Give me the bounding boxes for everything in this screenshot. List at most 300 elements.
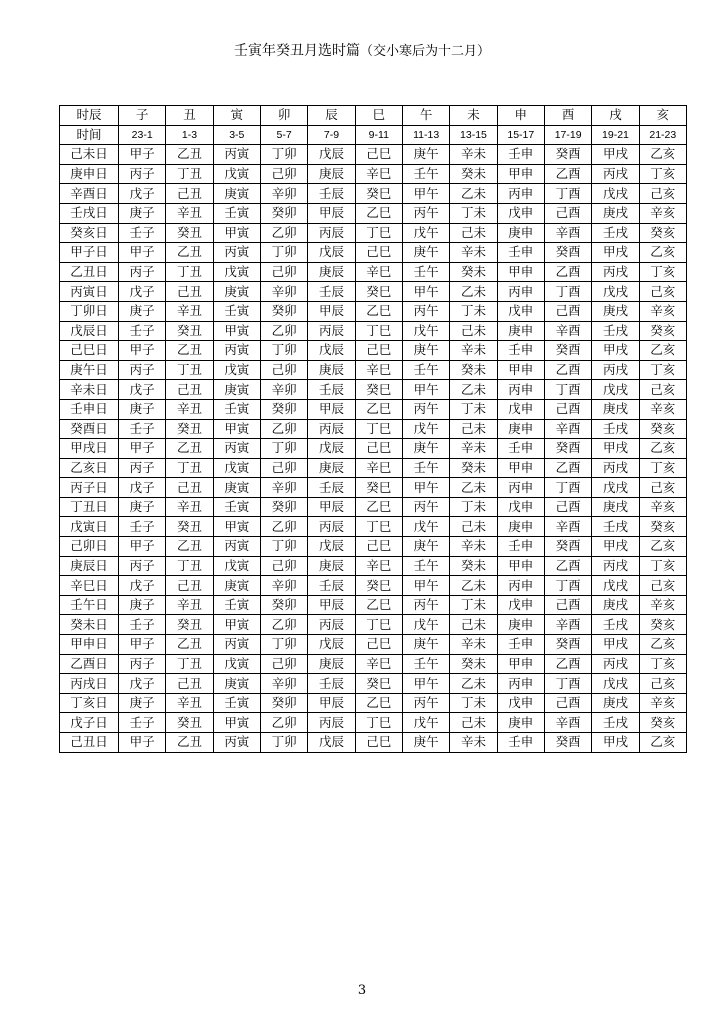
hour-pillar-cell: 丙午 [402, 693, 449, 713]
hour-pillar-cell: 癸巳 [355, 380, 402, 400]
hour-pillar-cell: 癸未 [450, 360, 497, 380]
hour-pillar-cell: 甲戌 [592, 537, 639, 557]
hour-pillar-cell: 甲辰 [308, 399, 355, 419]
hour-pillar-cell: 己未 [450, 615, 497, 635]
hour-pillar-cell: 癸酉 [544, 341, 591, 361]
hour-pillar-cell: 癸酉 [544, 537, 591, 557]
hour-pillar-cell: 癸巳 [355, 478, 402, 498]
branch-header-cell: 酉 [544, 106, 591, 126]
hour-pillar-cell: 乙亥 [639, 145, 686, 165]
table-row [60, 733, 687, 753]
table-row [60, 713, 687, 733]
hour-pillar-cell: 庚戌 [592, 595, 639, 615]
hour-pillar-cell: 癸未 [450, 556, 497, 576]
hour-pillar-cell: 壬申 [497, 733, 544, 753]
hour-pillar-cell: 丙午 [402, 203, 449, 223]
hour-pillar-cell: 丁酉 [544, 282, 591, 302]
hour-pillar-cell: 乙酉 [544, 654, 591, 674]
hour-pillar-cell: 丁亥 [639, 458, 686, 478]
time-range-cell: 13-15 [450, 125, 497, 145]
hour-pillar-cell: 丙子 [119, 654, 166, 674]
day-label-cell: 庚申日 [60, 164, 119, 184]
hour-pillar-cell: 庚寅 [213, 184, 260, 204]
day-label-cell: 戊子日 [60, 713, 119, 733]
hour-pillar-cell: 戊子 [119, 184, 166, 204]
hour-pillar-cell: 辛未 [450, 635, 497, 655]
hour-pillar-cell: 甲申 [497, 164, 544, 184]
day-label-cell: 癸未日 [60, 615, 119, 635]
day-label-cell: 壬申日 [60, 399, 119, 419]
hour-pillar-cell: 癸亥 [639, 321, 686, 341]
hour-pillar-cell: 壬子 [119, 713, 166, 733]
hour-pillar-cell: 庚寅 [213, 282, 260, 302]
hour-pillar-cell: 辛卯 [260, 380, 307, 400]
hour-pillar-cell: 戊申 [497, 399, 544, 419]
hour-pillar-cell: 丁卯 [260, 733, 307, 753]
hour-pillar-cell: 戊戌 [592, 282, 639, 302]
hour-pillar-cell: 辛卯 [260, 478, 307, 498]
hour-pillar-cell: 戊辰 [308, 439, 355, 459]
hour-pillar-cell: 丙子 [119, 262, 166, 282]
hour-pillar-cell: 辛丑 [166, 203, 213, 223]
table-row [60, 556, 687, 576]
hour-pillar-cell: 乙亥 [639, 635, 686, 655]
time-range-cell: 1-3 [166, 125, 213, 145]
hour-pillar-cell: 壬戌 [592, 517, 639, 537]
hour-pillar-cell: 癸卯 [260, 203, 307, 223]
hour-pillar-cell: 庚申 [497, 419, 544, 439]
hour-pillar-cell: 丁巳 [355, 321, 402, 341]
hour-pillar-cell: 戊寅 [213, 654, 260, 674]
hour-pillar-cell: 乙卯 [260, 321, 307, 341]
hour-pillar-cell: 壬午 [402, 360, 449, 380]
hour-pillar-cell: 乙卯 [260, 713, 307, 733]
branch-header-cell: 申 [497, 106, 544, 126]
hour-pillar-cell: 壬戌 [592, 615, 639, 635]
hour-pillar-cell: 辛酉 [544, 419, 591, 439]
hour-pillar-cell: 戊辰 [308, 537, 355, 557]
hour-pillar-cell: 乙酉 [544, 164, 591, 184]
hour-pillar-cell: 丙戌 [592, 458, 639, 478]
hour-pillar-cell: 壬寅 [213, 301, 260, 321]
hour-pillar-cell: 丙寅 [213, 145, 260, 165]
row-label: 时辰 [60, 106, 119, 126]
hour-pillar-cell: 乙丑 [166, 145, 213, 165]
hour-pillar-cell: 癸酉 [544, 439, 591, 459]
hour-pillar-cell: 乙未 [450, 576, 497, 596]
hour-pillar-cell: 己卯 [260, 164, 307, 184]
hour-pillar-cell: 癸巳 [355, 674, 402, 694]
hour-pillar-cell: 壬寅 [213, 203, 260, 223]
hour-pillar-cell: 癸丑 [166, 517, 213, 537]
hour-pillar-cell: 甲辰 [308, 595, 355, 615]
hour-pillar-cell: 乙丑 [166, 439, 213, 459]
hour-pillar-cell: 乙亥 [639, 243, 686, 263]
table-row [60, 419, 687, 439]
hour-pillar-cell: 戊寅 [213, 164, 260, 184]
hour-pillar-cell: 己酉 [544, 399, 591, 419]
hour-pillar-cell: 丙戌 [592, 164, 639, 184]
hour-pillar-cell: 戊午 [402, 517, 449, 537]
hour-pillar-cell: 壬子 [119, 419, 166, 439]
hour-pillar-cell: 丁巳 [355, 713, 402, 733]
hour-pillar-cell: 壬申 [497, 439, 544, 459]
hour-pillar-cell: 戊子 [119, 576, 166, 596]
table-row [60, 674, 687, 694]
hour-pillar-cell: 丁卯 [260, 145, 307, 165]
day-label-cell: 己未日 [60, 145, 119, 165]
hour-pillar-cell: 戊子 [119, 380, 166, 400]
hour-pillar-cell: 丙申 [497, 282, 544, 302]
hour-pillar-cell: 戊寅 [213, 556, 260, 576]
header-row-times [60, 125, 687, 145]
hour-pillar-cell: 戊戌 [592, 380, 639, 400]
hour-pillar-cell: 壬寅 [213, 497, 260, 517]
hour-pillar-cell: 戊戌 [592, 184, 639, 204]
hour-pillar-cell: 辛卯 [260, 282, 307, 302]
hour-pillar-cell: 壬午 [402, 458, 449, 478]
hour-pillar-cell: 乙亥 [639, 439, 686, 459]
hour-pillar-cell: 戊午 [402, 713, 449, 733]
hour-pillar-cell: 甲寅 [213, 223, 260, 243]
hour-pillar-cell: 辛亥 [639, 203, 686, 223]
hour-pillar-cell: 丁丑 [166, 556, 213, 576]
day-label-cell: 庚午日 [60, 360, 119, 380]
hour-pillar-cell: 癸卯 [260, 399, 307, 419]
hour-pillar-cell: 癸亥 [639, 517, 686, 537]
hour-pillar-cell: 辛卯 [260, 184, 307, 204]
table-row [60, 203, 687, 223]
hour-pillar-cell: 乙酉 [544, 458, 591, 478]
hour-pillar-cell: 庚申 [497, 713, 544, 733]
hour-pillar-cell: 己未 [450, 419, 497, 439]
table-row [60, 321, 687, 341]
hour-pillar-cell: 丁未 [450, 595, 497, 615]
branch-header-cell: 戌 [592, 106, 639, 126]
table-row [60, 478, 687, 498]
hour-pillar-cell: 丁丑 [166, 262, 213, 282]
hour-pillar-cell: 壬子 [119, 517, 166, 537]
hour-pillar-cell: 丁丑 [166, 360, 213, 380]
hour-pillar-cell: 戊午 [402, 419, 449, 439]
hour-pillar-cell: 癸未 [450, 262, 497, 282]
hour-pillar-cell: 丁未 [450, 301, 497, 321]
hour-pillar-cell: 甲午 [402, 380, 449, 400]
hour-pillar-cell: 丁丑 [166, 654, 213, 674]
hour-pillar-cell: 庚寅 [213, 674, 260, 694]
hour-pillar-cell: 己未 [450, 223, 497, 243]
day-label-cell: 甲申日 [60, 635, 119, 655]
hour-pillar-cell: 丁亥 [639, 556, 686, 576]
hour-pillar-cell: 辛巳 [355, 556, 402, 576]
table-row [60, 184, 687, 204]
hour-pillar-cell: 乙未 [450, 184, 497, 204]
hour-pillar-cell: 甲申 [497, 360, 544, 380]
hour-pillar-cell: 甲子 [119, 635, 166, 655]
hour-pillar-cell: 壬申 [497, 145, 544, 165]
hour-pillar-cell: 己丑 [166, 478, 213, 498]
hour-pillar-cell: 癸卯 [260, 497, 307, 517]
hour-pillar-cell: 戊戌 [592, 674, 639, 694]
hour-pillar-cell: 乙卯 [260, 223, 307, 243]
hour-pillar-cell: 丁巳 [355, 615, 402, 635]
time-range-cell: 7-9 [308, 125, 355, 145]
table-row [60, 223, 687, 243]
hour-pillar-cell: 丙戌 [592, 654, 639, 674]
hour-pillar-cell: 壬寅 [213, 399, 260, 419]
day-label-cell: 丙戌日 [60, 674, 119, 694]
hour-pillar-cell: 癸亥 [639, 419, 686, 439]
hour-pillar-cell: 丙午 [402, 301, 449, 321]
time-range-cell: 17-19 [544, 125, 591, 145]
day-label-cell: 癸酉日 [60, 419, 119, 439]
hour-pillar-cell: 庚午 [402, 243, 449, 263]
hour-pillar-cell: 癸卯 [260, 693, 307, 713]
day-label-cell: 辛酉日 [60, 184, 119, 204]
hour-pillar-cell: 乙亥 [639, 733, 686, 753]
hour-pillar-cell: 庚寅 [213, 478, 260, 498]
hour-pillar-cell: 庚子 [119, 497, 166, 517]
hour-pillar-cell: 乙酉 [544, 360, 591, 380]
hour-pillar-cell: 丁未 [450, 399, 497, 419]
hour-pillar-cell: 戊戌 [592, 478, 639, 498]
hour-pillar-cell: 乙卯 [260, 615, 307, 635]
hour-pillar-cell: 庚寅 [213, 576, 260, 596]
hour-pillar-cell: 癸酉 [544, 145, 591, 165]
hour-pillar-cell: 庚午 [402, 537, 449, 557]
hour-pillar-cell: 甲子 [119, 439, 166, 459]
hour-pillar-cell: 己丑 [166, 184, 213, 204]
table-row [60, 439, 687, 459]
hour-pillar-cell: 丙寅 [213, 537, 260, 557]
day-label-cell: 庚辰日 [60, 556, 119, 576]
hour-pillar-cell: 甲寅 [213, 713, 260, 733]
hour-pillar-cell: 丙辰 [308, 615, 355, 635]
table-row [60, 615, 687, 635]
day-label-cell: 甲戌日 [60, 439, 119, 459]
hour-pillar-cell: 癸酉 [544, 635, 591, 655]
time-range-cell: 19-21 [592, 125, 639, 145]
hour-pillar-cell: 乙丑 [166, 635, 213, 655]
hour-pillar-cell: 辛亥 [639, 595, 686, 615]
hour-pillar-cell: 壬子 [119, 223, 166, 243]
hour-pillar-cell: 甲午 [402, 478, 449, 498]
hour-pillar-cell: 丁未 [450, 693, 497, 713]
hour-pillar-cell: 己巳 [355, 537, 402, 557]
hour-pillar-cell: 癸丑 [166, 321, 213, 341]
hour-pillar-cell: 辛巳 [355, 654, 402, 674]
hour-pillar-cell: 丙寅 [213, 635, 260, 655]
hour-pillar-cell: 己亥 [639, 478, 686, 498]
hour-pillar-cell: 甲戌 [592, 439, 639, 459]
hour-pillar-cell: 己酉 [544, 203, 591, 223]
hour-pillar-cell: 癸未 [450, 458, 497, 478]
day-label-cell: 丁卯日 [60, 301, 119, 321]
hour-pillar-cell: 甲子 [119, 733, 166, 753]
title-note: （交小寒后为十二月） [359, 44, 490, 59]
branch-header-cell: 午 [402, 106, 449, 126]
hour-pillar-cell: 壬子 [119, 321, 166, 341]
hour-pillar-cell: 庚子 [119, 203, 166, 223]
hour-pillar-cell: 丙子 [119, 458, 166, 478]
table-row [60, 399, 687, 419]
hour-pillar-cell: 甲戌 [592, 635, 639, 655]
hour-pillar-cell: 乙巳 [355, 595, 402, 615]
hour-pillar-cell: 癸未 [450, 654, 497, 674]
hour-pillar-cell: 丙辰 [308, 321, 355, 341]
hour-pillar-cell: 辛酉 [544, 223, 591, 243]
hour-pillar-cell: 丙子 [119, 360, 166, 380]
hour-pillar-cell: 甲午 [402, 184, 449, 204]
hour-pillar-cell: 辛丑 [166, 595, 213, 615]
hour-pillar-cell: 甲寅 [213, 517, 260, 537]
table-row [60, 360, 687, 380]
hour-pillar-cell: 壬辰 [308, 478, 355, 498]
hour-pillar-cell: 戊午 [402, 223, 449, 243]
hour-pillar-cell: 己酉 [544, 301, 591, 321]
time-range-cell: 21-23 [639, 125, 686, 145]
hour-pillar-cell: 己卯 [260, 556, 307, 576]
hour-pillar-cell: 丁亥 [639, 262, 686, 282]
hour-pillar-cell: 癸酉 [544, 733, 591, 753]
hour-pillar-cell: 甲辰 [308, 497, 355, 517]
hour-pillar-cell: 辛亥 [639, 497, 686, 517]
hour-pillar-cell: 庚戌 [592, 301, 639, 321]
hour-pillar-cell: 辛未 [450, 439, 497, 459]
hour-pillar-cell: 甲申 [497, 262, 544, 282]
hour-pillar-cell: 癸巳 [355, 184, 402, 204]
hour-pillar-cell: 庚戌 [592, 693, 639, 713]
hour-pillar-cell: 庚子 [119, 399, 166, 419]
hour-pillar-cell: 庚午 [402, 145, 449, 165]
hour-pillar-cell: 丁巳 [355, 517, 402, 537]
time-range-cell: 5-7 [260, 125, 307, 145]
hour-pillar-cell: 甲子 [119, 243, 166, 263]
hour-pillar-cell: 壬辰 [308, 380, 355, 400]
hour-pillar-cell: 癸巳 [355, 282, 402, 302]
hour-selection-table [59, 105, 687, 753]
hour-pillar-cell: 庚子 [119, 301, 166, 321]
hour-pillar-cell: 乙卯 [260, 517, 307, 537]
day-label-cell: 丙寅日 [60, 282, 119, 302]
hour-pillar-cell: 己酉 [544, 497, 591, 517]
hour-pillar-cell: 壬辰 [308, 674, 355, 694]
table-row [60, 693, 687, 713]
hour-pillar-cell: 甲辰 [308, 693, 355, 713]
hour-pillar-cell: 戊子 [119, 282, 166, 302]
hour-pillar-cell: 辛亥 [639, 399, 686, 419]
hour-pillar-cell: 庚子 [119, 693, 166, 713]
hour-pillar-cell: 己巳 [355, 439, 402, 459]
hour-pillar-cell: 丁丑 [166, 458, 213, 478]
hour-pillar-cell: 庚辰 [308, 262, 355, 282]
hour-pillar-cell: 乙丑 [166, 537, 213, 557]
table-row [60, 654, 687, 674]
hour-pillar-cell: 戊申 [497, 301, 544, 321]
hour-pillar-cell: 辛丑 [166, 399, 213, 419]
hour-pillar-cell: 乙酉 [544, 556, 591, 576]
hour-pillar-cell: 壬申 [497, 537, 544, 557]
hour-pillar-cell: 丙子 [119, 164, 166, 184]
hour-pillar-cell: 丙戌 [592, 556, 639, 576]
hour-pillar-cell: 己亥 [639, 282, 686, 302]
hour-pillar-cell: 庚申 [497, 517, 544, 537]
hour-pillar-cell: 乙酉 [544, 262, 591, 282]
hour-pillar-cell: 戊辰 [308, 341, 355, 361]
hour-pillar-cell: 庚戌 [592, 399, 639, 419]
hour-pillar-cell: 戊辰 [308, 243, 355, 263]
hour-pillar-cell: 癸丑 [166, 419, 213, 439]
hour-pillar-cell: 甲寅 [213, 615, 260, 635]
hour-pillar-cell: 辛酉 [544, 615, 591, 635]
hour-pillar-cell: 乙巳 [355, 399, 402, 419]
hour-pillar-cell: 甲申 [497, 556, 544, 576]
table-row [60, 262, 687, 282]
hour-pillar-cell: 戊申 [497, 203, 544, 223]
hour-pillar-cell: 庚辰 [308, 458, 355, 478]
hour-pillar-cell: 丙申 [497, 576, 544, 596]
hour-pillar-cell: 丙戌 [592, 262, 639, 282]
hour-pillar-cell: 丁未 [450, 497, 497, 517]
hour-pillar-cell: 丁卯 [260, 439, 307, 459]
day-label-cell: 戊寅日 [60, 517, 119, 537]
table-row [60, 380, 687, 400]
hour-pillar-cell: 甲午 [402, 674, 449, 694]
hour-pillar-cell: 癸亥 [639, 223, 686, 243]
hour-pillar-cell: 癸巳 [355, 576, 402, 596]
hour-pillar-cell: 丁亥 [639, 164, 686, 184]
table-row [60, 517, 687, 537]
hour-pillar-cell: 戊辰 [308, 145, 355, 165]
hour-pillar-cell: 己丑 [166, 380, 213, 400]
table-row [60, 341, 687, 361]
hour-pillar-cell: 癸酉 [544, 243, 591, 263]
branch-header-cell: 子 [119, 106, 166, 126]
hour-pillar-cell: 丁亥 [639, 654, 686, 674]
hour-pillar-cell: 癸丑 [166, 223, 213, 243]
hour-pillar-cell: 乙巳 [355, 301, 402, 321]
hour-pillar-cell: 乙丑 [166, 341, 213, 361]
hour-pillar-cell: 戊子 [119, 478, 166, 498]
hour-pillar-cell: 戊寅 [213, 458, 260, 478]
hour-pillar-cell: 乙未 [450, 380, 497, 400]
time-range-cell: 3-5 [213, 125, 260, 145]
hour-pillar-cell: 庚寅 [213, 380, 260, 400]
day-label-cell: 丙子日 [60, 478, 119, 498]
hour-pillar-cell: 壬辰 [308, 184, 355, 204]
hour-pillar-cell: 辛未 [450, 145, 497, 165]
hour-pillar-cell: 壬戌 [592, 713, 639, 733]
hour-pillar-cell: 乙未 [450, 282, 497, 302]
hour-pillar-cell: 己巳 [355, 243, 402, 263]
hour-pillar-cell: 己巳 [355, 635, 402, 655]
hour-pillar-cell: 丙寅 [213, 733, 260, 753]
hour-pillar-cell: 丙申 [497, 674, 544, 694]
hour-pillar-cell: 辛丑 [166, 497, 213, 517]
hour-pillar-cell: 丁卯 [260, 537, 307, 557]
hour-pillar-cell: 乙巳 [355, 497, 402, 517]
hour-pillar-cell: 辛巳 [355, 164, 402, 184]
hour-pillar-cell: 壬戌 [592, 321, 639, 341]
hour-pillar-cell: 己巳 [355, 341, 402, 361]
hour-pillar-cell: 丙寅 [213, 439, 260, 459]
hour-pillar-cell: 己亥 [639, 674, 686, 694]
hour-pillar-cell: 癸卯 [260, 595, 307, 615]
hour-pillar-cell: 辛亥 [639, 693, 686, 713]
hour-pillar-cell: 己丑 [166, 282, 213, 302]
hour-pillar-cell: 甲戌 [592, 341, 639, 361]
hour-pillar-cell: 甲戌 [592, 145, 639, 165]
